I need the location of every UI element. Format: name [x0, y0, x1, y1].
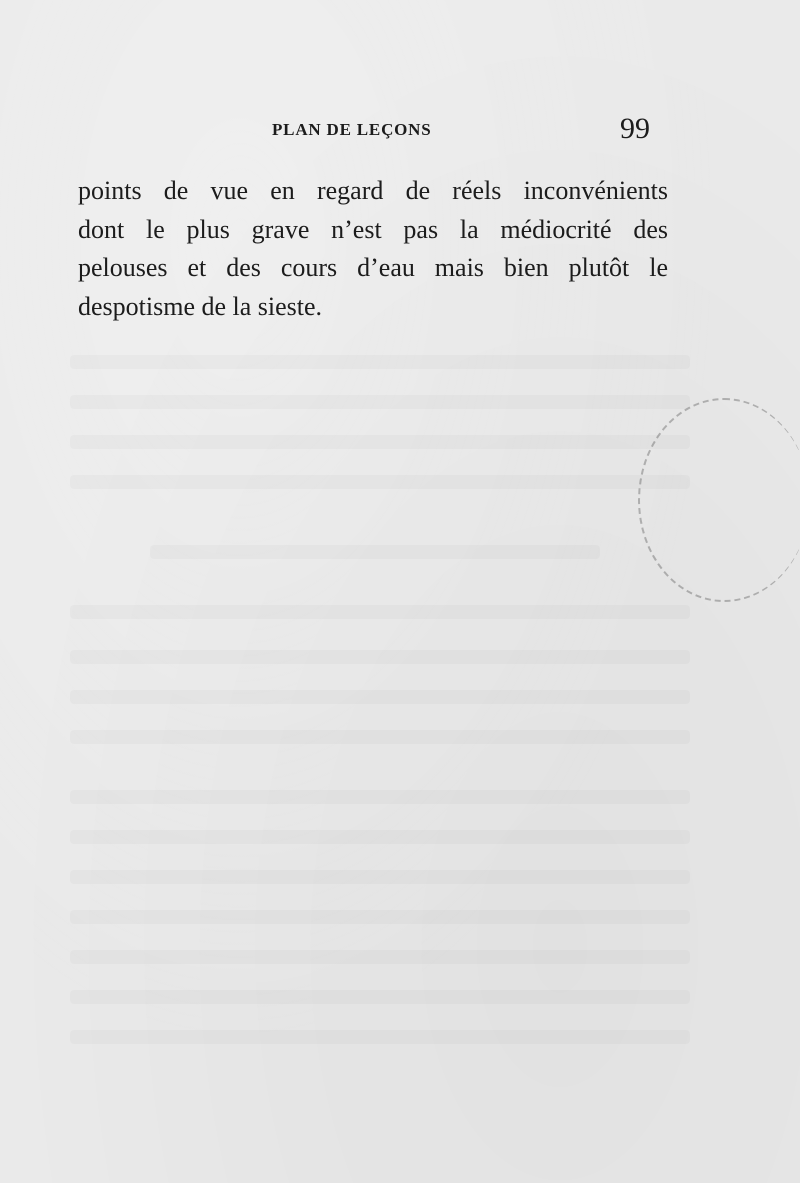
text-line: dont le plus grave n’est pas la médiocrité des — [78, 214, 668, 244]
bleed-through-line — [70, 830, 690, 844]
bleed-through-line — [70, 435, 690, 449]
bleed-through-line — [70, 730, 690, 744]
running-header — [0, 112, 800, 148]
text-line: despotisme de la sieste. — [78, 291, 323, 321]
bleed-through-line — [70, 790, 690, 804]
bleed-through-line — [70, 910, 690, 924]
bleed-through-line — [70, 1030, 690, 1044]
bleed-through-line — [70, 990, 690, 1004]
running-title: PLAN DE LEÇONS — [272, 120, 432, 139]
body-paragraph — [78, 172, 668, 326]
bleed-through-line — [70, 355, 690, 369]
bleed-through-line — [70, 605, 690, 619]
text-line: pelouses et des cours d’eau mais bien plutôt le — [78, 253, 668, 282]
bleed-through-line — [70, 395, 690, 409]
page-number: 99 — [620, 112, 650, 145]
bleed-through-line — [70, 690, 690, 704]
library-stamp-mark — [638, 398, 800, 602]
bleed-through-line — [70, 870, 690, 884]
bleed-through-line — [70, 475, 690, 489]
bleed-through-line — [70, 650, 690, 664]
bleed-through-line — [70, 950, 690, 964]
bleed-through-heading — [150, 545, 600, 559]
text-line: points de vue en regard de réels inconvénients — [78, 176, 668, 205]
